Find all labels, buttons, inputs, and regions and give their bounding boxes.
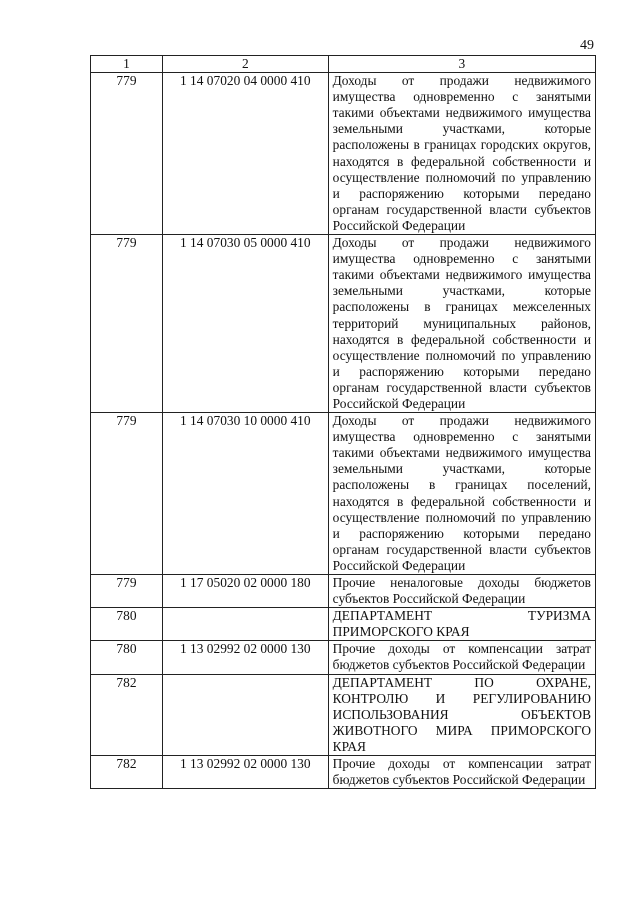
revenue-name-cell: Прочие неналоговые доходы бюджетов субъектов Российской Федерации (328, 575, 595, 608)
header-col-2: 2 (162, 56, 328, 73)
table-row (91, 608, 596, 641)
revenue-code-cell: 1 17 05020 02 0000 180 (162, 575, 328, 608)
revenue-name-cell: Прочие доходы от компенсации затрат бюджетов субъектов Российской Федерации (328, 756, 595, 789)
header-col-1: 1 (91, 56, 163, 73)
admin-code-cell: 780 (91, 641, 163, 674)
table-row (91, 73, 596, 235)
table-row (91, 413, 596, 575)
admin-code-cell: 779 (91, 235, 163, 413)
revenue-code-cell: 1 13 02992 02 0000 130 (162, 756, 328, 789)
admin-code-cell: 779 (91, 73, 163, 235)
revenue-name-cell: Доходы от продажи недвижимого имущества одновременно с занятыми такими объектами недвижимого имущества земельными участками, которые расположены в границах межселенных территорий муниципальных районов, находятся в федеральной собственности и осуществление полномочий по управлению и распоряжению которыми передано органам государственной власти субъектов Российской Федерации (328, 235, 595, 413)
admin-code-cell: 779 (91, 413, 163, 575)
revenue-code-cell (162, 608, 328, 641)
table-header-row (91, 56, 596, 73)
department-name-cell: ДЕПАРТАМЕНТ ПО ОХРАНЕ, КОНТРОЛЮ И РЕГУЛИРОВАНИЮ ИСПОЛЬЗОВАНИЯ ОБЪЕКТОВ ЖИВОТНОГО МИРА ПРИМОРСКОГО КРАЯ (328, 674, 595, 755)
revenue-code-cell: 1 13 02992 02 0000 130 (162, 641, 328, 674)
revenue-codes-table (90, 55, 596, 789)
page-number: 49 (580, 38, 594, 53)
table-row (91, 674, 596, 755)
table-row (91, 641, 596, 674)
revenue-name-cell: Доходы от продажи недвижимого имущества одновременно с занятыми такими объектами недвижимого имущества земельными участками, которые расположены в границах городских округов, находятся в федеральной собственности и осуществление полномочий по управлению и распоряжению которыми передано органам государственной власти субъектов Российской Федерации (328, 73, 595, 235)
revenue-code-cell: 1 14 07030 10 0000 410 (162, 413, 328, 575)
header-col-3: 3 (328, 56, 595, 73)
table-row (91, 575, 596, 608)
revenue-code-cell: 1 14 07030 05 0000 410 (162, 235, 328, 413)
department-name-cell: ДЕПАРТАМЕНТ ТУРИЗМА ПРИМОРСКОГО КРАЯ (328, 608, 595, 641)
table-row (91, 756, 596, 789)
admin-code-cell: 782 (91, 674, 163, 755)
admin-code-cell: 780 (91, 608, 163, 641)
revenue-name-cell: Прочие доходы от компенсации затрат бюджетов субъектов Российской Федерации (328, 641, 595, 674)
revenue-code-cell (162, 674, 328, 755)
admin-code-cell: 782 (91, 756, 163, 789)
revenue-name-cell: Доходы от продажи недвижимого имущества одновременно с занятыми такими объектами недвижимого имущества земельными участками, которые расположены в границах поселений, находятся в федеральной собственности и осуществление полномочий по управлению и распоряжению которыми передано органам государственной власти субъектов Российской Федерации (328, 413, 595, 575)
revenue-code-cell: 1 14 07020 04 0000 410 (162, 73, 328, 235)
table-row (91, 235, 596, 413)
admin-code-cell: 779 (91, 575, 163, 608)
